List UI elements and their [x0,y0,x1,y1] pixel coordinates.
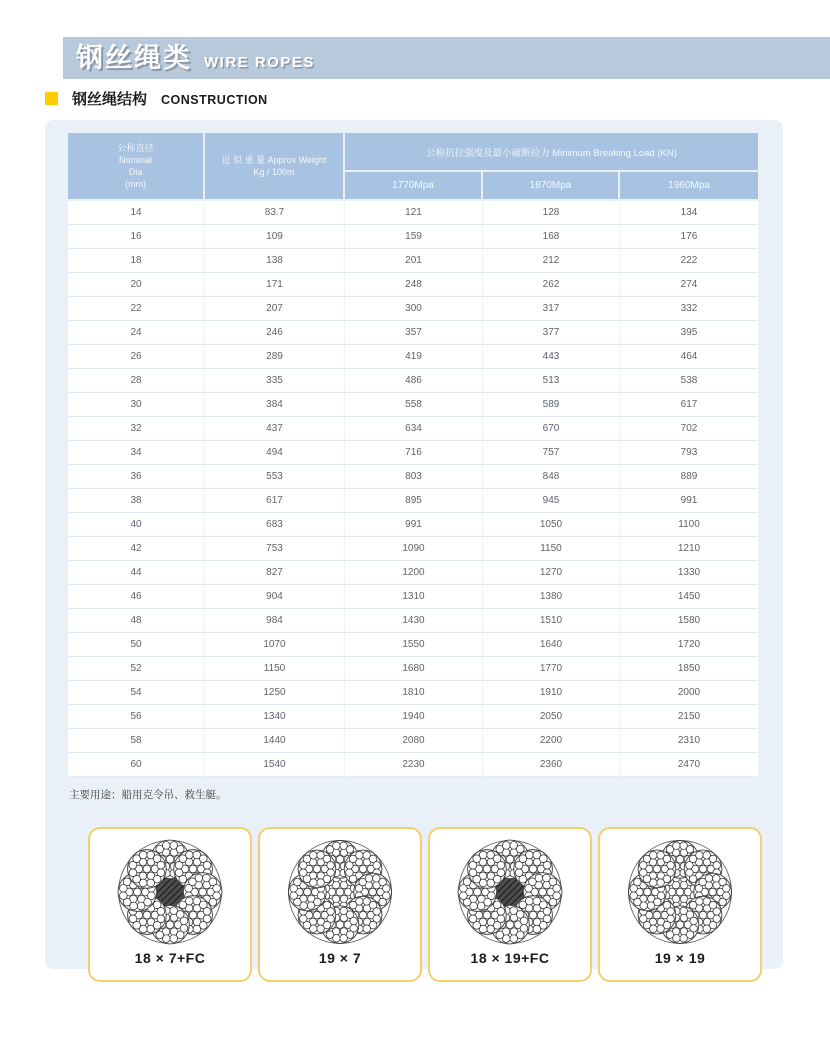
table-row [68,465,758,489]
table-cell: 54 [68,681,205,705]
table-cell: 889 [620,465,758,489]
table-cell: 716 [345,441,483,465]
table-cell: 1050 [483,513,620,537]
table-cell: 60 [68,753,205,777]
table-cell: 793 [620,441,758,465]
table-cell: 18 [68,249,205,273]
table-cell: 335 [205,369,345,393]
table-cell: 1150 [205,657,345,681]
col-header-weight-line1: 近 似 重 量 Approx Weight [221,155,327,165]
table-cell: 207 [205,297,345,321]
col-header-diameter-unit: (mm) [125,179,146,189]
table-cell: 134 [620,201,758,225]
rope-cross-section-19x7 [281,835,399,949]
table-cell: 1450 [620,585,758,609]
col-header-grade-1960: 1960Mpa [620,172,758,201]
table-cell: 2200 [483,729,620,753]
table-cell: 1330 [620,561,758,585]
table-cell: 377 [483,321,620,345]
table-row [68,393,758,417]
rope-label: 18 × 7+FC [134,950,206,966]
table-cell: 28 [68,369,205,393]
table-cell: 1340 [205,705,345,729]
table-cell: 168 [483,225,620,249]
table-cell: 40 [68,513,205,537]
table-cell: 46 [68,585,205,609]
table-cell: 1720 [620,633,758,657]
table-cell: 1510 [483,609,620,633]
table-row [68,537,758,561]
table-cell: 2150 [620,705,758,729]
table-cell: 553 [205,465,345,489]
table-row [68,249,758,273]
table-cell: 56 [68,705,205,729]
table-row [68,321,758,345]
table-cell: 212 [483,249,620,273]
table-cell: 1680 [345,657,483,681]
table-cell: 991 [345,513,483,537]
banner-title-zh: 钢丝绳类 [76,43,192,73]
table-cell: 486 [345,369,483,393]
table-cell: 176 [620,225,758,249]
table-cell: 121 [345,201,483,225]
table-cell: 1380 [483,585,620,609]
table-cell: 20 [68,273,205,297]
table-cell: 2310 [620,729,758,753]
table-cell: 274 [620,273,758,297]
table-cell: 1150 [483,537,620,561]
col-header-diameter-en1: Nominal [118,155,152,165]
table-cell: 513 [483,369,620,393]
table-row [68,513,758,537]
table-cell: 991 [620,489,758,513]
table-cell: 1940 [345,705,483,729]
rope-cross-section-18x7-fc [111,835,229,949]
table-cell: 437 [205,417,345,441]
table-cell: 42 [68,537,205,561]
table-cell: 289 [205,345,345,369]
table-cell: 222 [620,249,758,273]
rope-card-18x19-fc [428,827,592,982]
table-cell: 634 [345,417,483,441]
table-cell: 332 [620,297,758,321]
table-row [68,489,758,513]
table-cell: 848 [483,465,620,489]
table-body [68,201,758,777]
table-cell: 904 [205,585,345,609]
table-cell: 159 [345,225,483,249]
table-cell: 395 [620,321,758,345]
table-cell: 26 [68,345,205,369]
table-cell: 317 [483,297,620,321]
table-cell: 30 [68,393,205,417]
table-cell: 803 [345,465,483,489]
rope-cross-sections [88,827,783,982]
table-cell: 757 [483,441,620,465]
table-cell: 2230 [345,753,483,777]
table-cell: 702 [620,417,758,441]
rope-card-19x7 [258,827,422,982]
usage-footnote: 主要用途：船用克令吊、救生艇。 [69,789,227,801]
table-cell: 201 [345,249,483,273]
table-cell: 52 [68,657,205,681]
table-cell: 357 [345,321,483,345]
table-cell: 2000 [620,681,758,705]
table-cell: 248 [345,273,483,297]
table-cell: 443 [483,345,620,369]
rope-label: 18 × 19+FC [470,950,550,966]
table-row [68,729,758,753]
table-row [68,561,758,585]
table-cell: 895 [345,489,483,513]
table-cell: 494 [205,441,345,465]
table-row [68,585,758,609]
col-header-grade-1770: 1770Mpa [345,172,483,201]
table-cell: 300 [345,297,483,321]
table-cell: 50 [68,633,205,657]
table-cell: 171 [205,273,345,297]
col-header-weight [205,133,345,201]
table-cell: 36 [68,465,205,489]
table-cell: 22 [68,297,205,321]
table-cell: 138 [205,249,345,273]
table-row [68,369,758,393]
table-row [68,657,758,681]
rope-cross-section-19x19 [621,835,739,949]
rope-card-18x7-fc [88,827,252,982]
section-header [45,88,830,108]
table-cell: 14 [68,201,205,225]
table-cell: 24 [68,321,205,345]
table-cell: 2080 [345,729,483,753]
table-cell: 262 [483,273,620,297]
table-row [68,681,758,705]
table-cell: 538 [620,369,758,393]
table-cell: 683 [205,513,345,537]
rope-label: 19 × 7 [318,950,362,966]
table-cell: 464 [620,345,758,369]
table-row [68,273,758,297]
table-cell: 1430 [345,609,483,633]
table-cell: 48 [68,609,205,633]
table-cell: 617 [620,393,758,417]
table-cell: 384 [205,393,345,417]
table-row [68,225,758,249]
table-cell: 128 [483,201,620,225]
table-cell: 1540 [205,753,345,777]
table-cell: 1850 [620,657,758,681]
table-cell: 2470 [620,753,758,777]
table-row [68,441,758,465]
table-cell: 1070 [205,633,345,657]
table-cell: 1090 [345,537,483,561]
rope-card-19x19 [598,827,762,982]
table-cell: 58 [68,729,205,753]
col-header-breaking-load: 公称抗拉强度及最小破断拉力 Minimum Breaking Load (KN) [345,133,758,172]
section-title-en: CONSTRUCTION [161,93,268,107]
table-cell: 83.7 [205,201,345,225]
table-cell: 2050 [483,705,620,729]
rope-label: 19 × 19 [654,950,706,966]
table-cell: 1810 [345,681,483,705]
table-cell: 109 [205,225,345,249]
table-row [68,609,758,633]
col-header-diameter [68,133,205,201]
table-cell: 1440 [205,729,345,753]
table-cell: 44 [68,561,205,585]
col-header-weight-line2: Kg / 100m [253,167,295,177]
table-row [68,705,758,729]
section-title-zh: 钢丝绳结构 [72,91,148,108]
table-cell: 1100 [620,513,758,537]
table-cell: 753 [205,537,345,561]
table-cell: 589 [483,393,620,417]
table-cell: 34 [68,441,205,465]
content-panel [45,120,783,969]
table-cell: 1200 [345,561,483,585]
table-cell: 1550 [345,633,483,657]
table-row [68,753,758,777]
table-cell: 38 [68,489,205,513]
table-row [68,417,758,441]
table-cell: 558 [345,393,483,417]
table-cell: 1580 [620,609,758,633]
table-cell: 670 [483,417,620,441]
table-cell: 617 [205,489,345,513]
table-cell: 32 [68,417,205,441]
yellow-square-icon [45,92,58,105]
col-header-diameter-zh: 公称直径 [117,143,154,153]
page-banner [63,37,830,79]
banner-title-en: WIRE ROPES [204,54,315,71]
table-cell: 1910 [483,681,620,705]
table-cell: 1770 [483,657,620,681]
col-header-grade-1870: 1870Mpa [483,172,620,201]
table-row [68,297,758,321]
table-cell: 945 [483,489,620,513]
spec-table [68,133,758,777]
table-cell: 1270 [483,561,620,585]
table-row [68,633,758,657]
table-cell: 16 [68,225,205,249]
table-cell: 1210 [620,537,758,561]
table-cell: 827 [205,561,345,585]
col-header-diameter-en2: Dia [128,167,143,177]
table-cell: 1310 [345,585,483,609]
rope-cross-section-18x19-fc [451,835,569,949]
table-row [68,201,758,225]
table-cell: 246 [205,321,345,345]
table-cell: 419 [345,345,483,369]
table-cell: 1250 [205,681,345,705]
table-cell: 1640 [483,633,620,657]
table-cell: 2360 [483,753,620,777]
table-row [68,345,758,369]
table-head [68,133,758,201]
table-cell: 984 [205,609,345,633]
